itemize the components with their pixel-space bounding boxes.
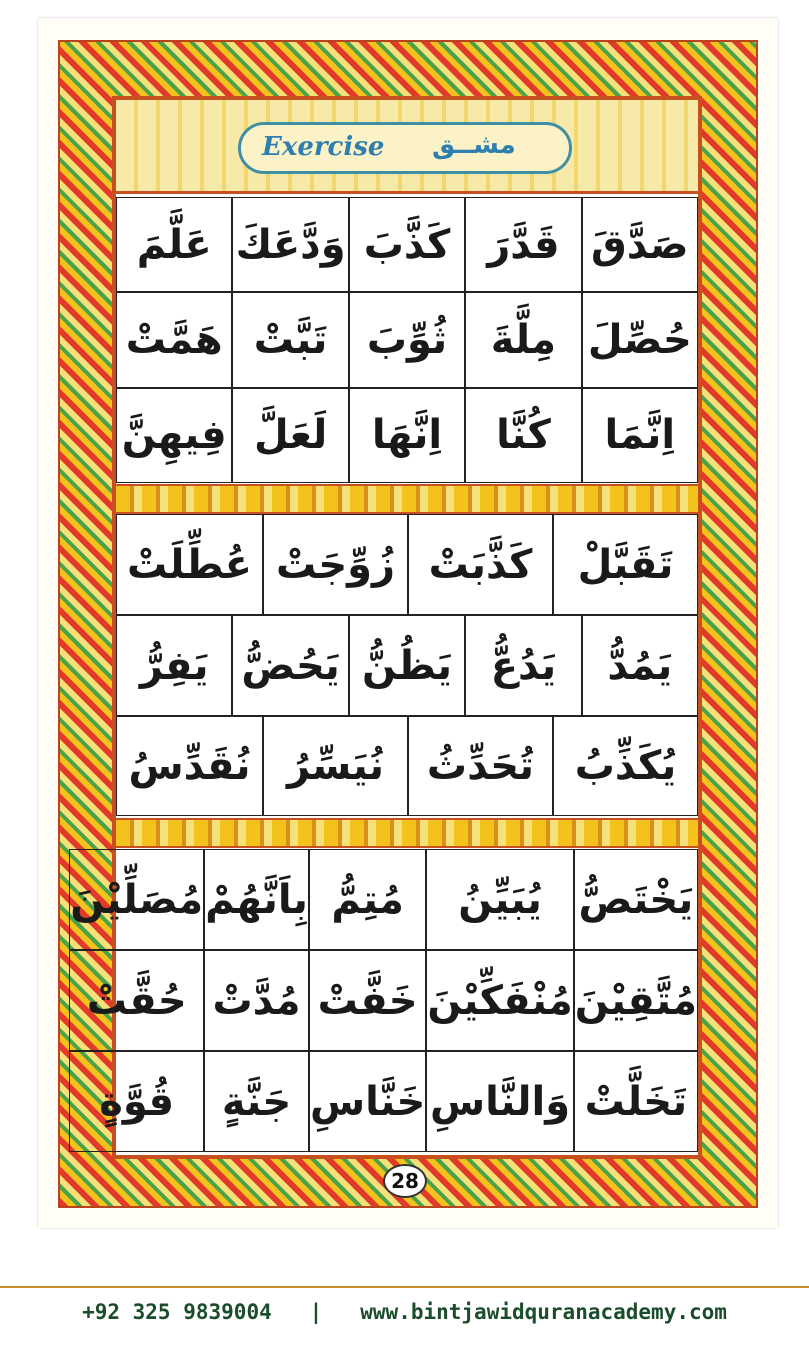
word-cell: مُتَّقِيْنَ	[574, 950, 698, 1051]
word-cell: وَالنَّاسِ	[426, 1051, 573, 1152]
word-cell: بِاَنَّهُمْ	[204, 849, 309, 950]
word-cell: خَنَّاسِ	[309, 1051, 426, 1152]
word-cell: حُصِّلَ	[582, 292, 698, 387]
word-cell: مُدَّتْ	[204, 950, 309, 1051]
word-cell: تُحَدِّثُ	[408, 716, 553, 816]
footer	[0, 1300, 809, 1324]
word-cell: مُنْفَكِّيْنَ	[426, 950, 573, 1051]
word-cell: عُطِّلَتْ	[116, 514, 263, 615]
title-english: Exercise	[262, 132, 385, 162]
word-cell: نُقَدِّسُ	[116, 716, 263, 816]
word-cell: قُوَّةٍ	[69, 1051, 204, 1152]
word-cell: يَدُعُّ	[465, 615, 581, 716]
word-cell: خَفَّتْ	[309, 950, 426, 1051]
footer-phone: +92 325 9839004	[82, 1300, 272, 1324]
footer-rule	[0, 1286, 809, 1288]
word-cell: مُتِمُّ	[309, 849, 426, 950]
word-cell: لَعَلَّ	[232, 388, 348, 483]
title-urdu: مشــق	[432, 130, 516, 160]
exercise-grid-2-row2	[116, 615, 698, 716]
word-cell: مِلَّةَ	[465, 292, 581, 387]
footer-website-link[interactable]: www.bintjawidquranacademy.com	[360, 1300, 727, 1324]
word-cell: يُكَذِّبُ	[553, 716, 698, 816]
ornamental-divider	[116, 484, 698, 514]
word-cell: تَقَبَّلْ	[553, 514, 698, 615]
word-cell: اِنَّمَا	[582, 388, 698, 483]
word-cell: يَظُنُّ	[349, 615, 465, 716]
word-cell: صَدَّقَ	[582, 197, 698, 292]
word-cell: فِيهِنَّ	[116, 388, 232, 483]
word-cell: مُصَلِّيْنَ	[69, 849, 204, 950]
ornamental-divider	[116, 818, 698, 848]
word-cell: يَخْتَصُّ	[574, 849, 698, 950]
word-cell: جَنَّةٍ	[204, 1051, 309, 1152]
word-cell: هَمَّتْ	[116, 292, 232, 387]
word-cell: تَخَلَّتْ	[574, 1051, 698, 1152]
word-cell: كَذَّبَتْ	[408, 514, 553, 615]
word-cell: تَبَّتْ	[232, 292, 348, 387]
word-cell: يَمُدُّ	[582, 615, 698, 716]
word-cell: قَدَّرَ	[465, 197, 581, 292]
word-cell: اِنَّهَا	[349, 388, 465, 483]
word-cell: يُبَيِّنُ	[426, 849, 573, 950]
word-cell: كُنَّا	[465, 388, 581, 483]
word-cell: كَذَّبَ	[349, 197, 465, 292]
word-cell: عَلَّمَ	[116, 197, 232, 292]
word-cell: زُوِّجَتْ	[263, 514, 408, 615]
word-cell: يَحُضُّ	[232, 615, 348, 716]
exercise-grid-2-row3	[116, 716, 698, 816]
exercise-grid-1	[116, 197, 698, 483]
word-cell: نُيَسِّرُ	[263, 716, 408, 816]
word-cell: يَفِرُّ	[116, 615, 232, 716]
exercise-grid-3	[70, 849, 698, 1152]
page-number: 28	[383, 1164, 427, 1198]
word-cell: وَدَّعَكَ	[232, 197, 348, 292]
word-cell: ثُوِّبَ	[349, 292, 465, 387]
exercise-grid-2-row1	[116, 514, 698, 615]
footer-separator: |	[309, 1300, 323, 1324]
word-cell: حُقَّتْ	[69, 950, 204, 1051]
